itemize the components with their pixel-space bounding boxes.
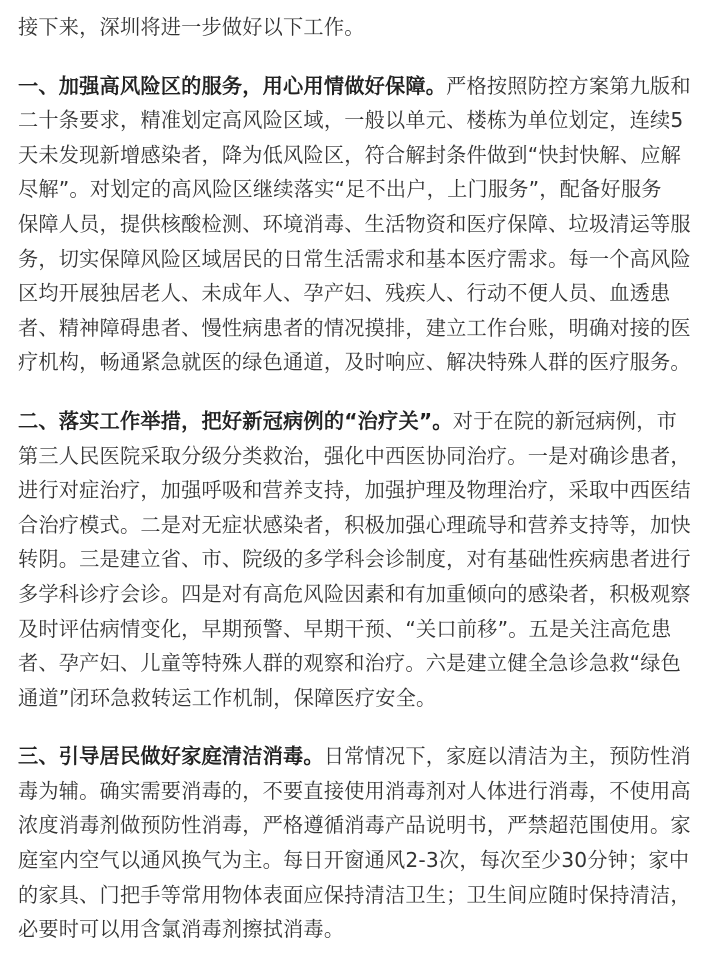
paragraph-spacer bbox=[18, 715, 708, 739]
text-line: 及时评估病情变化，早期预警、早期干预、“关口前移”。五是关注高危患 bbox=[18, 616, 672, 641]
section-2-lead-text: 对于在院的新冠病例，市 bbox=[452, 408, 677, 433]
section-3-lead-text: 日常情况下，家庭以清洁为主，预防性消 bbox=[323, 744, 691, 769]
text-line: 者、孕产妇、儿童等特殊人群的观察和治疗。六是建立健全急诊急救“绿色 bbox=[18, 651, 682, 676]
paragraph-spacer bbox=[18, 45, 708, 69]
text-line bbox=[18, 404, 708, 439]
text-line: 务，切实保障风险区域居民的日常生活需求和基本医疗需求。每一个高风险 bbox=[18, 246, 691, 271]
section-1-lead-text: 严格按照防控方案第九版和 bbox=[446, 73, 691, 98]
text-line: 进行对症治疗，加强呼吸和营养支持，加强护理及物理治疗，采取中西医结 bbox=[18, 478, 691, 503]
section-2-paragraph bbox=[18, 404, 708, 715]
text-line: 二十条要求，精准划定高风险区域，一般以单元、楼栋为单位划定，连续5 bbox=[18, 108, 684, 133]
section-3-paragraph bbox=[18, 739, 708, 947]
text-line: 疗机构，畅通紧急就医的绿色通道，及时响应、解决特殊人群的医疗服务。 bbox=[18, 350, 691, 375]
text-line: 尽解”。对划定的高风险区继续落实“足不出户，上门服务”，配备好服务 bbox=[18, 177, 662, 202]
text-line: 通道”闭环急救转运工作机制，保障医疗安全。 bbox=[18, 685, 437, 710]
text-line: 必要时可以用含氯消毒剂擦拭消毒。 bbox=[18, 917, 345, 942]
text-line: 保障人员，提供核酸检测、环境消毒、生活物资和医疗保障、垃圾清运等服 bbox=[18, 211, 691, 236]
section-1-paragraph bbox=[18, 69, 708, 380]
text-line: 第三人民医院采取分级分类救治，强化中西医协同治疗。一是对确诊患者， bbox=[18, 443, 691, 468]
article-body bbox=[18, 10, 708, 947]
text-line: 浓度消毒剂做预防性消毒，严格遵循消毒产品说明书，严禁超范围使用。家 bbox=[18, 813, 691, 838]
text-line: 庭室内空气以通风换气为主。每日开窗通风2-3次，每次至少30分钟；家中 bbox=[18, 848, 690, 873]
paragraph-spacer bbox=[18, 380, 708, 404]
text-line: 天未发现新增感染者，降为低风险区，符合解封条件做到“快封快解、应解 bbox=[18, 142, 682, 167]
text-line: 转阴。三是建立省、市、院级的多学科会诊制度，对有基础性疾病患者进行 bbox=[18, 547, 691, 572]
text-line bbox=[18, 69, 708, 104]
text-line: 合治疗模式。二是对无症状感染者，积极加强心理疏导和营养支持等，加快 bbox=[18, 512, 691, 537]
section-2-heading: 二、落实工作举措，把好新冠病例的“治疗关”。 bbox=[18, 408, 453, 433]
section-1-heading: 一、加强高风险区的服务，用心用情做好保障。 bbox=[18, 73, 447, 98]
text-line: 者、精神障碍患者、慢性病患者的情况摸排，建立工作台账，明确对接的医 bbox=[18, 315, 691, 340]
section-3-heading: 三、引导居民做好家庭清洁消毒。 bbox=[18, 744, 324, 769]
intro-paragraph bbox=[18, 10, 708, 45]
text-line: 毒为辅。确实需要消毒的，不要直接使用消毒剂对人体进行消毒，不使用高 bbox=[18, 778, 691, 803]
text-line: 多学科诊疗会诊。四是对有高危风险因素和有加重倾向的感染者，积极观察 bbox=[18, 581, 691, 606]
text-line: 区均开展独居老人、未成年人、孕产妇、残疾人、行动不便人员、血透患 bbox=[18, 281, 671, 306]
text-line: 的家具、门把手等常用物体表面应保持清洁卫生；卫生间应随时保持清洁， bbox=[18, 882, 691, 907]
text-line: 接下来，深圳将进一步做好以下工作。 bbox=[18, 15, 365, 39]
text-line bbox=[18, 739, 708, 774]
